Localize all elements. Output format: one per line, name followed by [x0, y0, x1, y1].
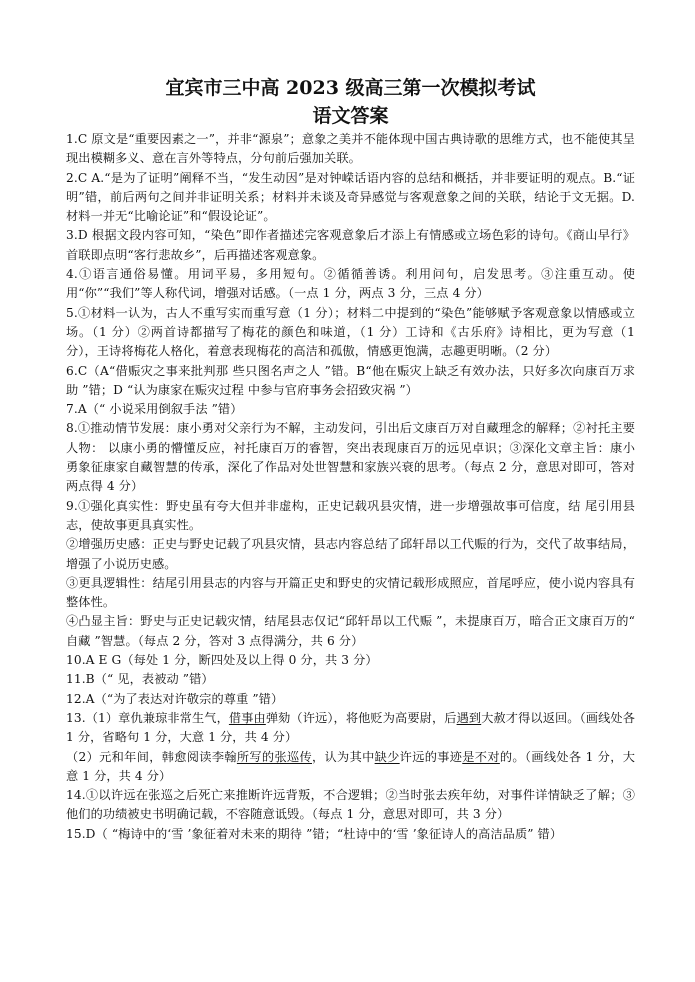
answer-2: 2.C A.“是为了证明”阐释不当，“发生动因”是对钟嵘话语内容的总结和概括，并非要证明的观点。B.“证明”错，前后两句之间并非证明关系；材料并未谈及奇异感觉与客观意象之间的关联，结论于文无据。D.材料一并无“比喻论证”和“假设论证”。 — [66, 170, 635, 224]
answer-5: 5.①材料一认为，古人不重写实而重写意（1 分）；材料二中提到的“染色”能够赋予客观意象以情感或立场。（1 分）②两首诗都描写了梅花的颜色和味道，（1 分）工诗和《古乐府》诗相比，更为写意（1 分），王诗将梅花人格化，着意表现梅花的高洁和孤傲，情感更饱满，志趣更明晰。（2 分） — [66, 305, 635, 359]
answer-3: 3.D 根据文段内容可知，“染色”即作者描述完客观意象后才添上有情感或立场色彩的诗句。《商山早行》首联即点明“客行悲故乡”，后再描述客观意象。 — [66, 228, 635, 262]
answer-8: 8.①推动情节发展：康小勇对父亲行为不解，主动发问，引出后文康百万对自藏理念的解释；②衬托主要人物： 以康小勇的懵懂反应，衬托康百万的睿智，突出表现康百万的远见卓识；③深化文章主旨：康小勇象征康家自藏智慧的传承，深化了作品对处世智慧和家族兴衰的思考。（每点 2 分，意思对即可，答对两点得 4 分） — [66, 421, 635, 494]
answer-11: 11.B（“ 见，表被动 ”错） — [66, 672, 214, 687]
answer-12: 12.A（“为了表达对许敬宗的尊重 ”错） — [66, 691, 284, 706]
answer-9-point-1: 9.①强化真实性：野史虽有夸大但并非虚构，正史记载巩县灾情，进一步增强故事可信度，结 尾引用县志，使故事更具真实性。 — [66, 498, 635, 532]
answer-13-part-2 — [66, 748, 635, 787]
answer-13-1-text-c: 大赦才得以返回。（画线处各 1 分，省略句 1 分，大意 1 分，共 4 分） — [66, 710, 636, 745]
page-subtitle: 语文答案 — [312, 105, 389, 127]
answer-13-2-text-a: （2）元和年间，韩愈阅读李翰 — [66, 749, 237, 764]
answer-15: 15.D（ “梅诗中的‘雪 ’象征着对未来的期待 ”错；“杜诗中的‘雪 ’象征诗人的高洁品质” 错） — [66, 826, 563, 841]
answer-13-2-text-c: 许远的事迹 — [399, 749, 463, 764]
answer-4: 4.①语言通俗易懂。用词平易，多用短句。②循循善诱。利用问句，启发思考。③注重互动。使用“你”“我们”等人称代词，增强对话感。（一点 1 分，两点 3 分，三点 4 分） — [66, 267, 635, 301]
answer-9-point-4: ④凸显主旨：野史与正史记载灾情，结尾县志仅记“邱轩昂以工代赈 ”，未提康百万，暗合正文康百万的“ 自藏 ”智慧。（每点 2 分，答对 3 点得满分，共 6 分） — [66, 614, 635, 648]
answer-13-2-underline-3: 是不对 — [462, 749, 500, 764]
answer-7: 7.A（“ 小说采用倒叙手法 ”错） — [66, 402, 243, 417]
answer-13-1-text-a: 13.（1）章仇兼琼非常生气， — [66, 710, 229, 725]
answer-13-1-text-b: 弹劾（许远），将他贬为高要尉，后 — [265, 710, 457, 725]
answer-13-part-1 — [66, 709, 635, 748]
answer-9-point-2: ②增强历史感：正史与野史记载了巩县灾情，县志内容总结了邱轩昂以工代赈的行为，交代了故事结局，增强了小说历史感。 — [66, 537, 635, 571]
answer-13-2-text-d: 的。（画线处各 1 分，大意 1 分，共 4 分） — [66, 749, 636, 783]
answer-9-point-3: ③更具逻辑性：结尾引用县志的内容与开篇正史和野史的灾情记载形成照应，首尾呼应，使小说内容具有整体性。 — [66, 575, 635, 610]
answer-13-1-underline-1: 借事由 — [228, 710, 266, 725]
answer-13-2-underline-2: 缺少 — [374, 749, 400, 764]
answer-body — [66, 130, 635, 844]
page-title: 宜宾市三中高 2023 级高三第一次模拟考试 — [165, 77, 536, 99]
answer-1: 1.C 原文是“重要因素之一”，并非“源泉”；意象之美并不能体现中国古典诗歌的思维方式，也不能使其呈现出模糊多义、意在言外等特点，分句前后强加关联。 — [66, 132, 635, 166]
answer-10: 10.A E G（每处 1 分，断四处及以上得 0 分，共 3 分） — [66, 653, 378, 668]
answer-6: 6.C（A“借赈灾之事来批判那 些只图名声之人 ”错。B“他在赈灾上缺乏有效办法，只好多次向康百万求助 ”错；D “认为康家在赈灾过程 中参与官府事务会招致灾祸 ”） — [66, 363, 635, 397]
answer-14: 14.①以许远在张巡之后死亡来推断许远背叛，不合逻辑；②当时张去疾年幼，对事件详情缺乏了解；③他们的功绩被史书明确记载，不容随意诋毁。（每点 1 分，意思对即可，共 3 分） — [66, 788, 635, 822]
answer-13-2-text-b: ，认为其中 — [312, 749, 375, 764]
answer-13-1-underline-2: 遇到 — [456, 710, 482, 725]
answer-13-2-underline-1: 所写的张巡传 — [236, 749, 313, 764]
